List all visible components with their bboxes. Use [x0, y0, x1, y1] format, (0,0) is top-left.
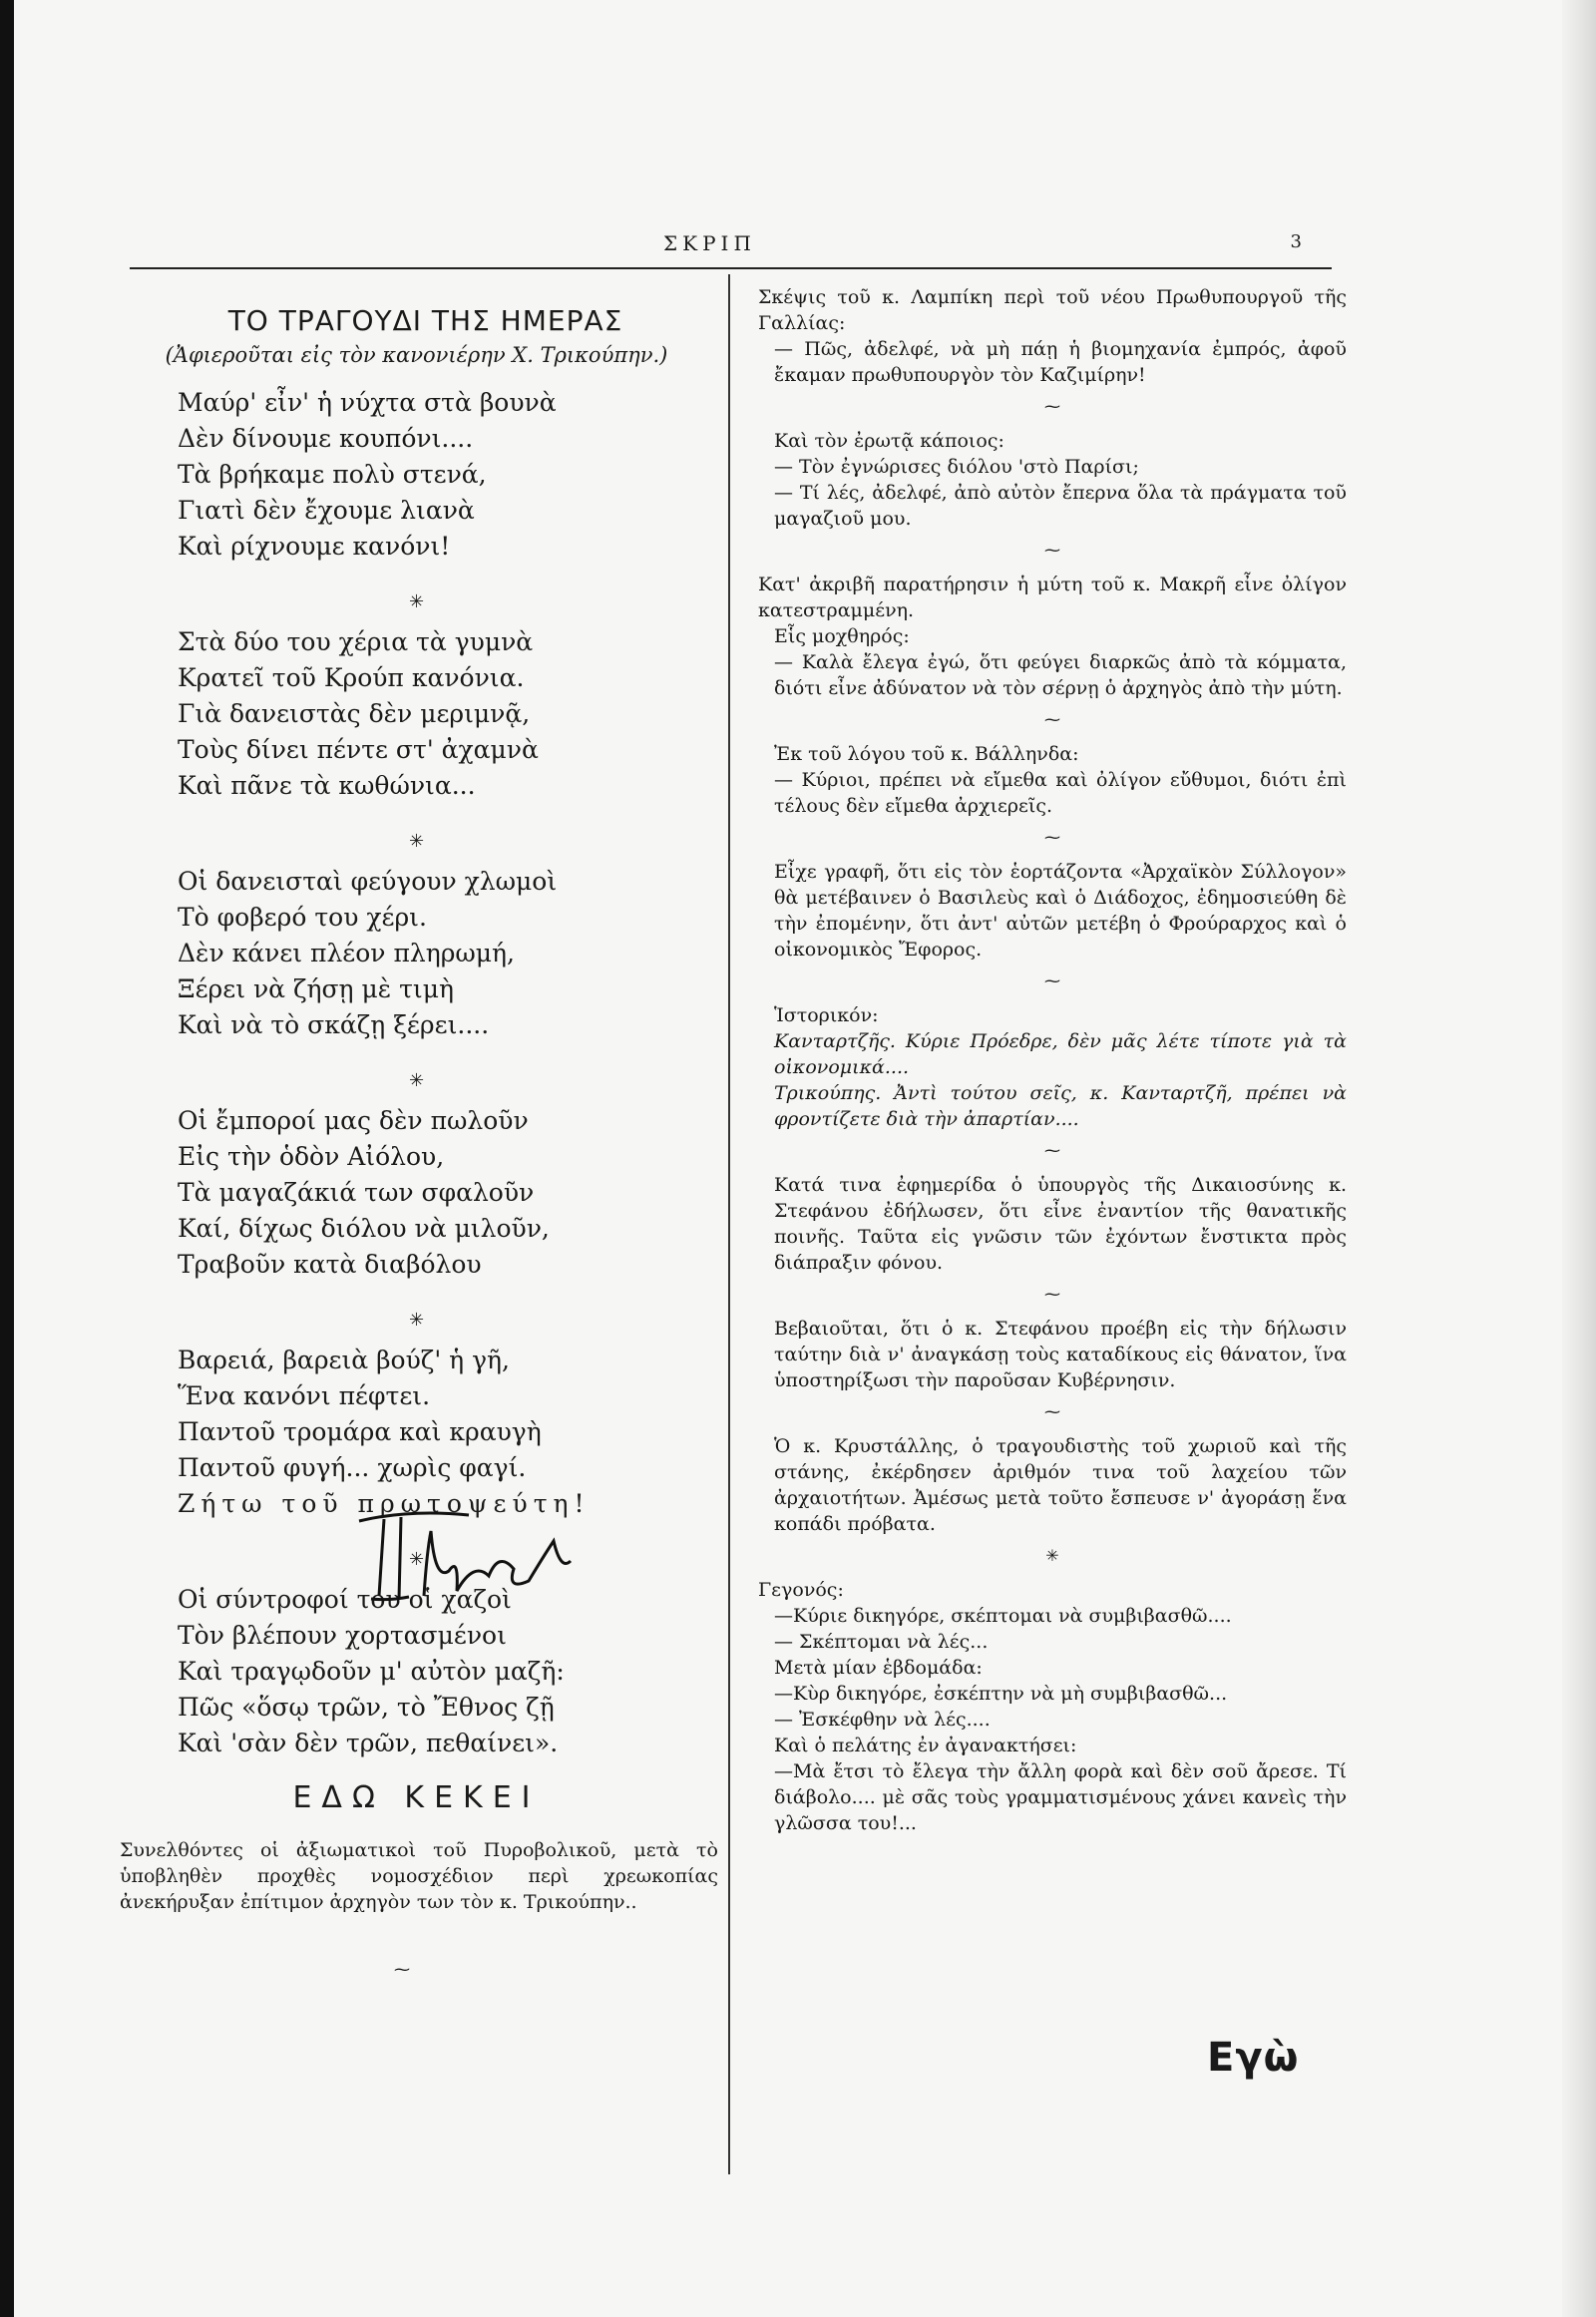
author-signature: Εγὼ — [1207, 2035, 1300, 2081]
item-dialogue: —Κὺρ δικηγόρε, ἐσκέπτην νὰ μὴ συμβιβασθῶ... — [774, 1683, 1228, 1705]
poem-stanza-1 — [178, 385, 703, 565]
poem-stanza-2 — [178, 624, 703, 804]
item-text: Καὶ ὁ πελάτης ἐν ἀγανακτήσει: — [774, 1735, 1077, 1756]
poem-line: Βαρειά, βαρειὰ βούζ' ἡ γῆ, — [178, 1346, 510, 1374]
item-dialogue: — Ἐσκέφθην νὰ λές.... — [774, 1709, 991, 1731]
news-item — [758, 284, 1347, 388]
poem-line: Δὲν κάνει πλέον πληρωμή, — [178, 939, 515, 967]
poem-stanza-4 — [178, 1103, 703, 1283]
news-item — [758, 859, 1347, 963]
news-item — [758, 741, 1347, 819]
news-item — [758, 1172, 1347, 1276]
section-separator: ⁓ — [1044, 828, 1060, 847]
item-dialogue: —Κύριε δικηγόρε, σκέπτομαι νὰ συμβιβασθῶ.... — [774, 1605, 1232, 1627]
asterism-ornament: ✳ — [408, 591, 425, 612]
news-item-dialogue — [758, 1577, 1347, 1836]
item-text: Ἱστορικόν: — [774, 1004, 879, 1026]
poem-line: Πῶς «ὅσῳ τρῶν, τὸ Ἔθνος ζῇ — [178, 1693, 555, 1722]
poem-line: Τὸ φοβερό του χέρι. — [178, 903, 427, 932]
section-separator: ⁓ — [1044, 1285, 1060, 1304]
section-separator: ⁓ — [1044, 710, 1060, 729]
item-dialogue: Κανταρτζῆς. Κύριε Πρόεδρε, δὲν μᾶς λέτε τίποτε γιὰ τὰ οἰκονομικά.... — [774, 1030, 1347, 1078]
item-dialogue: — Τὸν ἐγνώρισες διόλου 'στὸ Παρίσι; — [774, 456, 1139, 478]
poem-line: Εἰς τὴν ὁδὸν Αἰόλου, — [178, 1142, 445, 1171]
poem-line-spaced: Ζήτω τοῦ πρωτοψεύτη! — [178, 1489, 591, 1518]
poem-line: Καί, δίχως διόλου νὰ μιλοῦν, — [178, 1214, 550, 1243]
poem-title: ΤΟ ΤΡΑΓΟΥΔΙ ΤΗΣ ΗΜΕΡΑΣ — [227, 304, 623, 337]
column-divider — [728, 274, 730, 2174]
item-dialogue: —Μὰ ἔτσι τὸ ἔλεγα τὴν ἄλλη φορὰ καὶ δὲν σοῦ ἄρεσε. Τί διάβολο.... μὲ σᾶς τοὺς γραμματισμένους χάνει κανεὶς τὴν γλῶσσα του!... — [774, 1760, 1347, 1834]
poem-line: Τὰ μαγαζάκιά των σφαλοῦν — [178, 1178, 535, 1207]
asterism-ornament: ✳ — [408, 831, 425, 852]
section-separator: ⁓ — [1044, 1141, 1060, 1160]
poem-line: Γιατὶ δὲν ἔχουμε λιανὰ — [178, 496, 475, 525]
page-edge-shadow — [1562, 0, 1596, 2317]
poem-line: Καὶ 'σὰν δὲν τρῶν, πεθαίνει». — [178, 1729, 559, 1757]
poem-line: Τοὺς δίνει πέντε στ' ἀχαμνὰ — [178, 735, 539, 764]
item-dialogue: — Τί λές, ἀδελφέ, ἀπὸ αὐτὸν ἔπερνα ὅλα τὰ πράγματα τοῦ μαγαζιοῦ μου. — [774, 482, 1347, 530]
asterism-ornament: ✳ — [1045, 1546, 1059, 1565]
poem-stanza-5 — [178, 1343, 703, 1522]
edo-paragraph: Συνελθόντες οἱ ἀξιωματικοὶ τοῦ Πυροβολικοῦ, μετὰ τὸ ὑποβληθὲν προχθὲς νομοσχέδιον περὶ χρεωκοπίας ἀνεκήρυξαν ἐπίτιμον ἀρχηγὸν των τὸν κ. Τρικούπην.. — [120, 1839, 718, 1913]
asterism-ornament: ✳ — [408, 1070, 425, 1091]
signature-pelargos — [339, 1501, 579, 1611]
masthead: ΣΚΡΙΠ — [663, 231, 756, 255]
poem-line: Καὶ πᾶνε τὰ κωθώνια... — [178, 771, 476, 800]
poem-line: Ξέρει νὰ ζήσῃ μὲ τιμὴ — [178, 974, 454, 1003]
item-text: Καὶ τὸν ἐρωτᾷ κάποιος: — [774, 430, 1004, 452]
poem-line: Τὰ βρήκαμε πολὺ στενά, — [178, 460, 487, 489]
poem-dedication: (Ἀφιεροῦται εἰς τὸν κανονιέρην Χ. Τρικούπην.) — [165, 343, 668, 367]
section-separator: ⁓ — [1044, 971, 1060, 990]
section-separator: ⁓ — [1044, 397, 1060, 416]
news-item — [758, 1433, 1347, 1537]
poem-stanza-3 — [178, 864, 703, 1043]
news-column — [758, 284, 1347, 1836]
item-dialogue: Τρικούπης. Ἀντὶ τούτου σεῖς, κ. Κανταρτζῆ, πρέπει νὰ φροντίζετε διὰ τὴν ἀπαρτίαν.... — [774, 1082, 1347, 1130]
news-item — [758, 1002, 1347, 1132]
poem-line: Δὲν δίνουμε κουπόνι.... — [178, 424, 474, 453]
section-separator: ⁓ — [1044, 1402, 1060, 1421]
poem-line: Κρατεῖ τοῦ Κρούπ κανόνια. — [178, 663, 525, 692]
poem-line: Μαύρ' εἶν' ἡ νύχτα στὰ βουνὰ — [178, 388, 557, 417]
section-separator: ⁓ — [394, 1960, 410, 1979]
poem-line: Οἱ σύντροφοί του οἱ χαζοὶ — [178, 1585, 512, 1614]
page-number: 3 — [1290, 231, 1302, 252]
header-rule — [130, 267, 1332, 269]
poem-line: Τὸν βλέπουν χορτασμένοι — [178, 1621, 507, 1650]
item-dialogue: — Σκέπτομαι νὰ λές... — [774, 1631, 989, 1653]
poem-line: Καὶ τραγῳδοῦν μ' αὐτὸν μαζῆ: — [178, 1657, 565, 1686]
poem-line: Τραβοῦν κατὰ διαβόλου — [178, 1250, 482, 1279]
section-separator: ⁓ — [1044, 541, 1060, 560]
item-text: Εἷς μοχθηρός: — [774, 625, 910, 647]
poem-line: Ἕνα κανόνι πέφτει. — [178, 1381, 431, 1410]
poem-line: Παντοῦ φυγή... χωρὶς φαγί. — [178, 1453, 527, 1482]
item-dialogue: — Κύριοι, πρέπει νὰ εἴμεθα καὶ ὀλίγον εὔθυμοι, διότι ἐπὶ τέλους δὲν εἴμεθα ἀρχιερεῖς. — [774, 769, 1347, 817]
poem-line: Οἱ δανεισταὶ φεύγουν χλωμοὶ — [178, 867, 558, 896]
news-item — [758, 428, 1347, 532]
item-text: Ἐκ τοῦ λόγου τοῦ κ. Βάλληνδα: — [774, 743, 1079, 765]
poem-line: Γιὰ δανειστὰς δὲν μεριμνᾷ, — [178, 699, 531, 728]
poem-line: Καὶ ρίχνουμε κανόνι! — [178, 532, 451, 561]
item-text: Κατ' ἀκριβῆ παρατήρησιν ἡ μύτη τοῦ κ. Μακρῆ εἶνε ὀλίγον κατεστραμμένη. — [758, 574, 1347, 621]
item-text: Εἶχε γραφῆ, ὅτι εἰς τὸν ἑορτάζοντα «Ἀρχαϊκὸν Σύλλογον» θὰ μετέβαινεν ὁ Βασιλεὺς καὶ ὁ Διάδοχος, ἐδημοσιεύθη δὲ τὴν ἐπομένην, ὅτι ἀντ' αὐτῶν μετέβη ὁ Φρούραρχος καὶ ὁ οἰκονομικὸς Ἔφορος. — [774, 861, 1347, 961]
item-dialogue: — Πῶς, ἀδελφέ, νὰ μὴ πάῃ ἡ βιομηχανία ἐμπρός, ἀφοῦ ἔκαμαν πρωθυπουργὸν τὸν Καζιμίρην! — [774, 338, 1347, 386]
binding-edge — [0, 0, 14, 2317]
asterism-ornament: ✳ — [408, 1549, 425, 1570]
section-title-edo-kekei: ΕΔΩ ΚΕΚΕΙ — [292, 1780, 541, 1815]
item-text: Σκέψις τοῦ κ. Λαμπίκη περὶ τοῦ νέου Πρωθυπουργοῦ τῆς Γαλλίας: — [758, 286, 1347, 334]
item-dialogue: — Καλὰ ἔλεγα ἐγώ, ὅτι φεύγει διαρκῶς ἀπὸ τὰ κόμματα, διότι εἶνε ἀδύνατον νὰ τὸν σέρνῃ ὁ ἀρχηγὸς ἀπὸ τὴν μύτη. — [774, 651, 1347, 699]
asterism-ornament: ✳ — [408, 1310, 425, 1331]
item-text: Κατά τινα ἐφημερίδα ὁ ὑπουργὸς τῆς Δικαιοσύνης κ. Στεφάνου ἐδήλωσεν, ὅτι εἶνε ἐναντίον τῆς θανατικῆς ποινῆς. Ταῦτα εἰς γνῶσιν τῶν ἐχόντων ἔνστικτα πρὸς διάπραξιν φόνου. — [774, 1174, 1347, 1274]
poem-line: Στὰ δύο του χέρια τὰ γυμνὰ — [178, 627, 534, 656]
poem-line: Οἱ ἔμποροί μας δὲν πωλοῦν — [178, 1106, 529, 1135]
news-item — [758, 572, 1347, 701]
item-text: Βεβαιοῦται, ὅτι ὁ κ. Στεφάνου προέβη εἰς τὴν δήλωσιν ταύτην διὰ ν' ἀναγκάσῃ τοὺς καταδίκους εἰς θάνατον, ἵνα ὑποστηρίξωσι τὴν παροῦσαν Κυβέρνησιν. — [774, 1318, 1347, 1391]
item-text: Μετὰ μίαν ἑβδομάδα: — [774, 1657, 983, 1679]
item-text: Γεγονός: — [758, 1579, 844, 1601]
poem-line: Παντοῦ τρομάρα καὶ κραυγὴ — [178, 1417, 542, 1446]
poem-line: Καὶ νὰ τὸ σκάζῃ ξέρει.... — [178, 1010, 490, 1039]
page-header — [130, 231, 1317, 261]
item-text: Ὁ κ. Κρυστάλλης, ὁ τραγουδιστὴς τοῦ χωριοῦ καὶ τῆς στάνης, ἐκέρδησεν ἀριθμόν τινα τοῦ λαχείου τῶν ἀρχαιοτήτων. Ἀμέσως μετὰ τοῦτο ἔσπευσε ν' ἀγοράσῃ ἕνα κοπάδι πρόβατα. — [774, 1435, 1347, 1535]
news-item — [758, 1316, 1347, 1393]
